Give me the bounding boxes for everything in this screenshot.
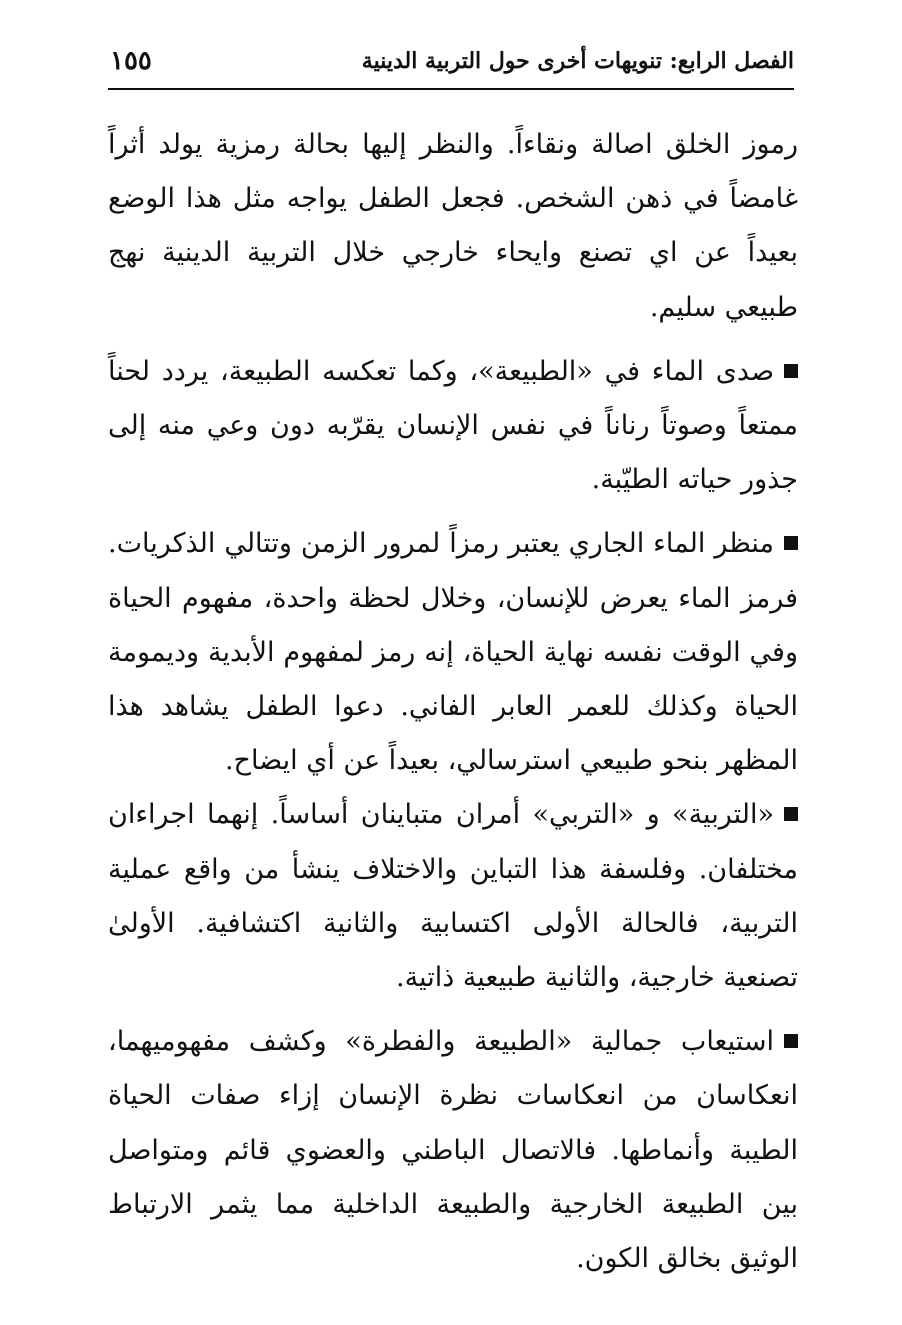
chapter-title: الفصل الرابع: تنويهات أخرى حول التربية الدينية (361, 48, 794, 74)
square-bullet-icon (784, 364, 798, 378)
paragraph-continuation (108, 118, 798, 335)
page-header (108, 40, 794, 90)
square-bullet-icon (784, 536, 798, 550)
square-bullet-icon (784, 1034, 798, 1048)
paragraph-text: رموز الخلق اصالة ونقاءاً. والنظر إليها بحالة رمزية يولد أثراً غامضاً في ذهن الشخص. فجعل الطفل يواجه مثل هذا الوضع بعيداً عن اي تصنع وايحاء خارجي خلال التربية الدينية نهج طبيعي سليم. (108, 129, 798, 323)
paragraph-text: «التربية» و «التربي» أمران متباينان أساساً. إنهما اجراءان مختلفان. وفلسفة هذا التباين والاختلاف ينشأ من واقع عملية التربية، فالحالة الأولى اكتسابية والثانية اكتشافية. الأولىٰ تصنعية خارجية، والثانية طبيعية ذاتية. (108, 799, 798, 994)
bullet-paragraph-water-echo (108, 345, 798, 508)
bullet-paragraph-flowing-water (108, 517, 798, 788)
bullet-paragraph-upbringing (108, 788, 798, 1005)
paragraph-text: صدى الماء في «الطبيعة»، وكما تعكسه الطبيعة، يردد لحناً ممتعاً وصوتاً رناناً في نفس الإنسان يقرّبه دون وعي منه إلى جذور حياته الطيّبة. (108, 355, 798, 496)
page-number: ١٥٥ (110, 46, 152, 76)
bullet-paragraph-nature-beauty (108, 1015, 798, 1286)
page-body (108, 118, 798, 1286)
paragraph-text: استيعاب جمالية «الطبيعة والفطرة» وكشف مفهوميهما، انعكاسان من انعكاسات نظرة الإنسان إزاء صفات الحياة الطيبة وأنماطها. فالاتصال الباطني والعضوي قائم ومتواصل بين الطبيعة الخارجية والطبيعة الداخلية مما يثمر الارتباط الوثيق بخالق الكون. (108, 1026, 798, 1275)
square-bullet-icon (784, 807, 798, 821)
paragraph-text: منظر الماء الجاري يعتبر رمزاً لمرور الزمن وتتالي الذكريات. فرمز الماء يعرض للإنسان، وخلال لحظة واحدة، مفهوم الحياة وفي الوقت نفسه نهاية الحياة، إنه رمز لمفهوم الأبدية وديمومة الحياة وكذلك للعمر العابر الفاني. دعوا الطفل يشاهد هذا المظهر بنحو طبيعي استرسالي، بعيداً عن أي ايضاح. (108, 528, 798, 777)
